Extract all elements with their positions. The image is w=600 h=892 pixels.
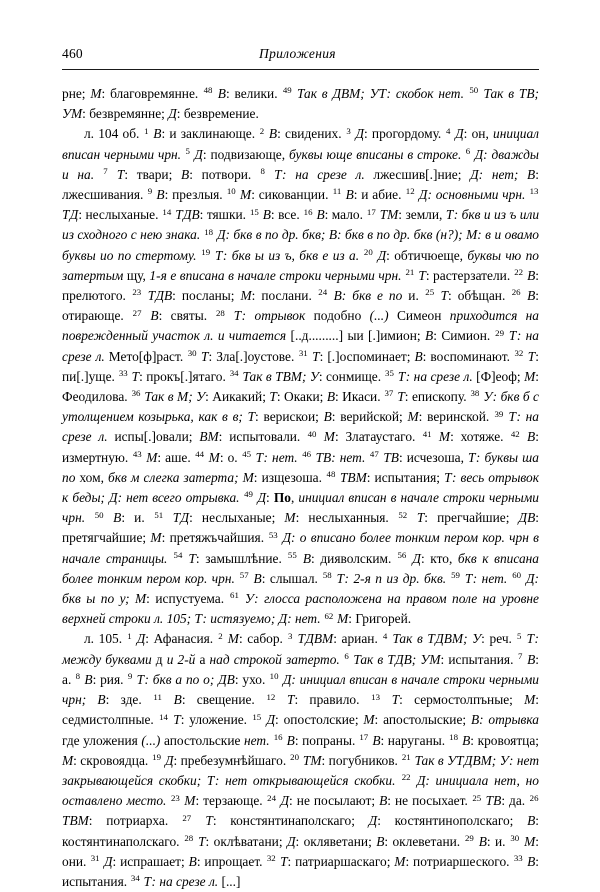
apparatus-paragraph-block-l105: л. 105. $^1$ Д: Афанасия. $^2$ М: сабор. $^3$ ТДВМ: ариан. $^4$ Так в ТДВМ; У: реч. $^5$ Т: между буквами д и 2-й а над строкой затерто. $^6$ Так в ТДВ; УМ: испытания. $^7$ В: а. $^8$ В: рия. $^9$ Т: бкв а по о; ДВ: ухо. $^{10}$ Д: инициал вписан в начале строки черными чрн; В: зде. $^{11}$ В: свещение. $^{12}$ Т: правило. $^{13}$ Т: сермостолпъные; М: седмистолпные. $^{14}$ Т: уложение. $^{15}$ Д: опостолские; М: апостолыские; В: отрывка где уложения (...) апостольские нет. $^{16}$ В: попраны. $^{17}$ В: наруганы. $^{18}$ В: кровоятца; М: скровоядца. $^{19}$ Д: пребезумнѣйшаго. $^{20}$ ТМ: погубников. $^{21}$ Так в УТДВМ; У: нет закрывающейся скобки; Т: нет открывающейся скобки. $^{22}$ Д: инициала нет, но оставлено место. $^{23}$ М: терзающе. $^{24}$ Д: не посылают; В: не посыхает. $^{25}$ ТВ: да. $^{26}$ ТВМ: потриарха. $^{27}$ Т: констянтинаполскаго; Д: костянтинополскаго; В: костянтинаполскаго. $^{28}$ Т: оклѣватани; Д: окляветани; В: оклеветани. $^{29}$ В: и. $^{30}$ М: они. $^{31}$ Д: испрашает; В: ипрощает. $^{32}$ Т: патриаршаскаго; М: потриаршеского. $^{33}$ В: испытания. $^{34}$ Т: на срезе л. [...] [62,630,539,889]
apparatus-paragraph-block-continued: рне; М: благовремянне. $^{48}$ В: велики. $^{49}$ Так в ДВМ; УТ: скобок нет. $^{50}$ Так в ТВ; УМ: безвремянне; Д: безвремение. [62,85,539,122]
running-title: Приложения [259,46,336,61]
folio-number: 460 [62,46,83,61]
page-header [62,46,538,62]
apparatus-paragraph-block-l104ob: л. 104 об. $^1$ В: и заклинающе. $^2$ В: свидених. $^3$ Д: прогордому. $^4$ Д: он, инициал вписан черными чрн. $^5$ Д: подвизающе, буквы юще вписаны в строке. $^6$ Д: дважды и на. $^7$ Т: твари; В: потвори. $^8$ Т: на срезе л. лжесшив[.]ние; Д: нет; В: лжесшивания. $^9$ В: презлыя. $^{10}$ М: сикованции. $^{11}$ В: и абие. $^{12}$ Д: основными чрн. $^{13}$ ТД: неслыханые. $^{14}$ ТДВ: тяшки. $^{15}$ В: все. $^{16}$ В: мало. $^{17}$ ТМ: земли, Т: бкв и из ъ или из сходного с нею знака. $^{18}$ Д: бкв в по др. бкв; В: бкв в по др. бкв (н?); М: в и овамо буквы ио по стертому. $^{19}$ Т: бкв ы из ъ, бкв е из а. $^{20}$ Д: обтичюеще, буквы чю по затертым щу, 1-я е вписана в начале строки черными чрн. $^{21}$ Т: растерзатели. $^{22}$ В: прелютого. $^{23}$ ТДВ: посланы; М: послани. $^{24}$ В: бкв е по и. $^{25}$ Т: обѣщан. $^{26}$ В: отирающе. $^{27}$ В: святы. $^{28}$ Т: отрывок подобно (...) Симеон приходится на поврежденный участок л. и читается [..д.........] ыи [.]имион; В: Симион. $^{29}$ Т: на срезе л. Мето[ф]раст. $^{30}$ Т: Зла[.]оустове. $^{31}$ Т: [.]оспоминает; В: воспоминают. $^{32}$ Т: пи[.]уще. $^{33}$ Т: прокъ[.]ятаго. $^{34}$ Так в ТВМ; У: сонмище. $^{35}$ Т: на срезе л. [Ф]еоф; М: Феодилова. $^{36}$ Так в М; У: Аикакий; Т: Окаки; В: Икаси. $^{37}$ Т: епископу. $^{38}$ У: бкв б с утолщением козырька, как в в; Т: верискои; В: верийской; М: веринской. $^{39}$ Т: на срезе л. испы[.]овали; ВМ: испытовали. $^{40}$ М: Златаустаго. $^{41}$ М: хотяже. $^{42}$ В: измертную. $^{43}$ М: аше. $^{44}$ М: о. $^{45}$ Т: нет. $^{46}$ ТВ: нет. $^{47}$ ТВ: исчезоша, Т: буквы ша по хом, бкв м слегка затерта; М: изщезоша. $^{48}$ ТВМ: испытания; Т: весь отрывок к беды; Д: нет всего отрывка. $^{49}$ Д: По, инициал вписан в начале строки черными чрн. $^{50}$ В: и. $^{51}$ ТД: неслыханые; М: неслыханныя. $^{52}$ Т: прегчайшие; ДВ: претягчайшие; М: претяжъчайшия. $^{53}$ Д: о вписано более тонким пером кор. чрн в начале страницы. $^{54}$ Т: замышлѣние. $^{55}$ В: дияволским. $^{56}$ Д: кто, бкв к вписана более тонким пером кор. чрн. $^{57}$ В: слышал. $^{58}$ Т: 2-я п из др. бкв. $^{59}$ Т: нет. $^{60}$ Д: бкв ы по у; М: испустуема. $^{61}$ У: глосса расположена на правом поле на уровне верхней строки л. 105; Т: истязуемо; Д: нет. $^{62}$ М: Григорей. [62,125,540,627]
header-rule [62,69,539,70]
critical-apparatus-body [62,84,539,892]
